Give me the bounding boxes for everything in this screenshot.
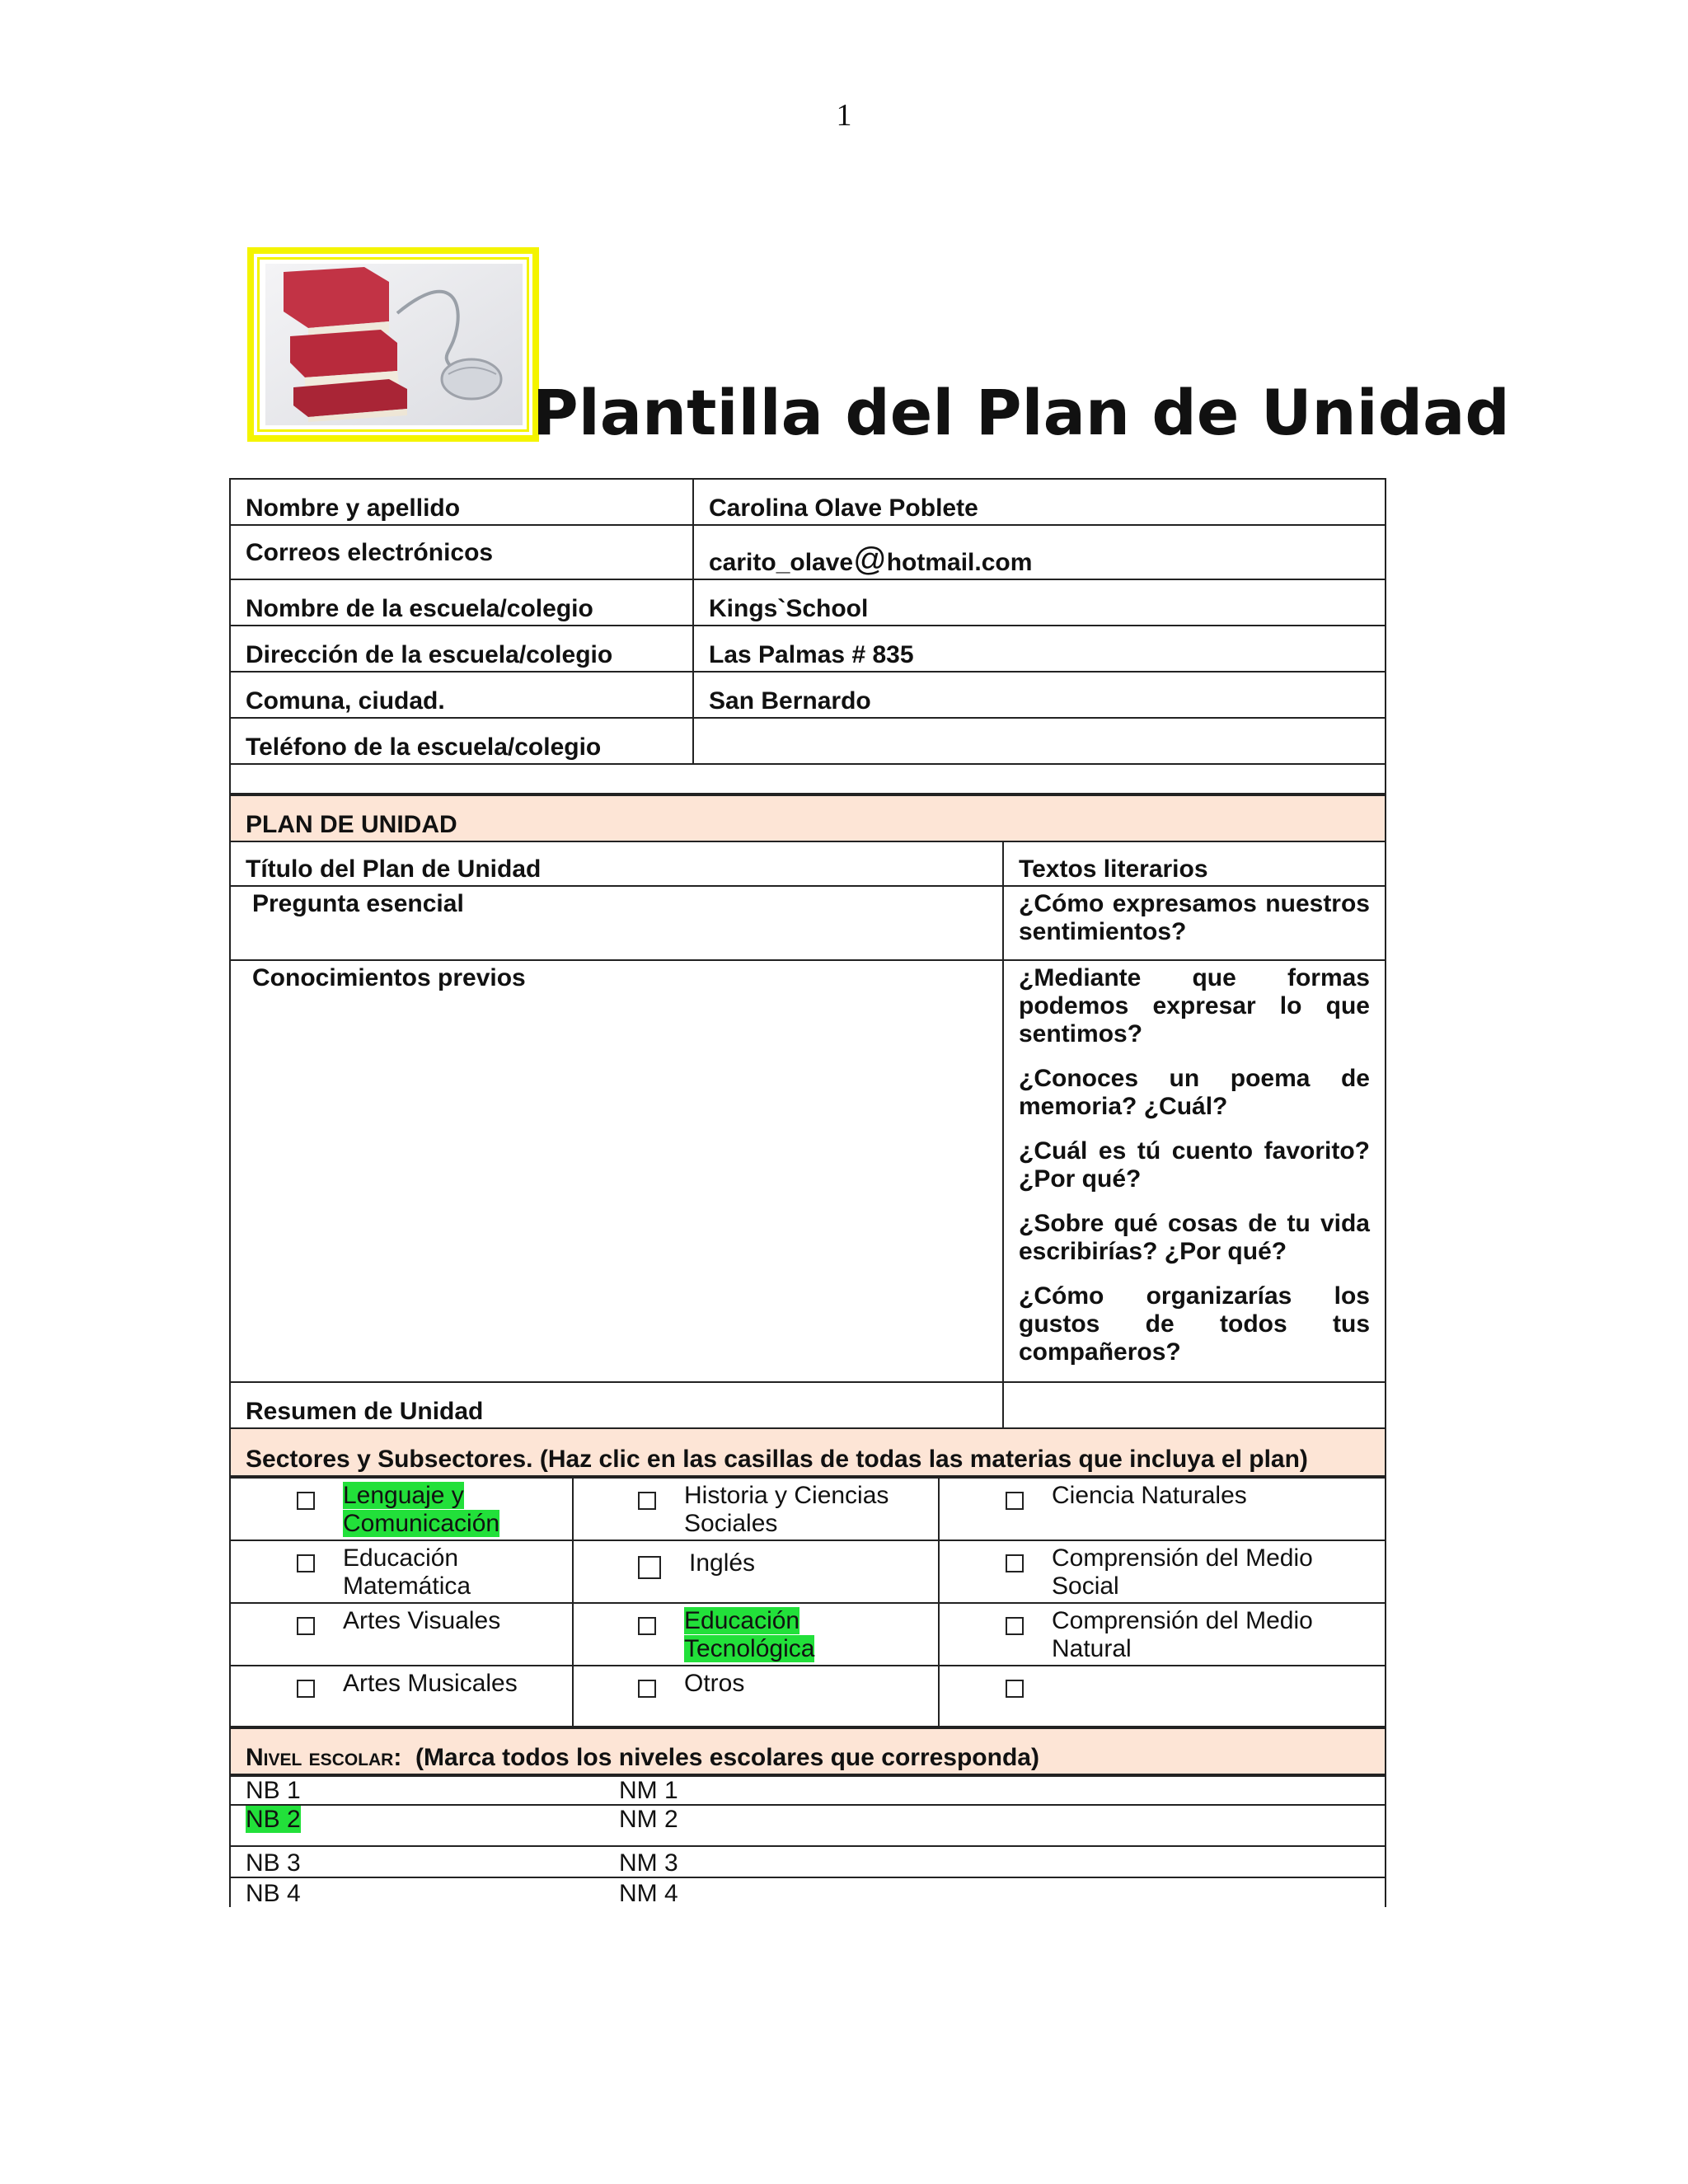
level-nm[interactable]: NM 3 <box>604 1846 1386 1877</box>
summary-value[interactable] <box>1003 1382 1386 1428</box>
email-domain: hotmail.com <box>886 549 1033 576</box>
prior-knowledge-questions <box>1003 960 1386 1382</box>
checkbox-icon[interactable] <box>297 1680 315 1698</box>
checkbox-icon[interactable] <box>1006 1554 1024 1572</box>
info-label: Dirección de la escuela/colegio <box>230 626 693 672</box>
checkbox-icon[interactable] <box>638 1680 656 1698</box>
info-label: Correos electrónicos <box>230 525 693 579</box>
info-row <box>230 479 1386 525</box>
checkbox-icon[interactable] <box>297 1617 315 1635</box>
level-row[interactable] <box>230 1805 1386 1846</box>
level-row[interactable] <box>230 1846 1386 1877</box>
subject-cell[interactable] <box>939 1478 1386 1540</box>
subjects-row <box>230 1540 1386 1603</box>
plan-header: PLAN DE UNIDAD <box>230 795 1386 841</box>
level-row[interactable] <box>230 1877 1386 1907</box>
level-nm[interactable]: NM 2 <box>604 1805 1386 1846</box>
subject-label: Artes Visuales <box>343 1607 501 1634</box>
checkbox-icon[interactable] <box>297 1554 315 1572</box>
info-value[interactable] <box>693 718 1386 764</box>
info-value: San Bernardo <box>693 672 1386 718</box>
plan-title-value: Textos literarios <box>1003 841 1386 886</box>
info-row <box>230 626 1386 672</box>
level-nb[interactable]: NB 3 <box>230 1846 604 1877</box>
info-row <box>230 672 1386 718</box>
checkbox-icon[interactable] <box>1006 1680 1024 1698</box>
document-title: Plantilla del Plan de Unidad <box>532 376 1510 449</box>
unit-plan-form <box>229 478 1386 1907</box>
subject-cell[interactable] <box>230 1603 573 1666</box>
level-nb[interactable]: NB 4 <box>230 1877 604 1907</box>
prior-question: ¿Sobre qué cosas de tu vida escribirías? ¿Por qué? <box>1019 1210 1370 1265</box>
level-nb-label: NB 2 <box>246 1806 301 1833</box>
essential-question-value: ¿Cómo expresamos nuestros sentimientos? <box>1003 886 1386 960</box>
prior-question: ¿Cuál es tú cuento favorito? ¿Por qué? <box>1019 1137 1370 1193</box>
info-label: Nombre de la escuela/colegio <box>230 579 693 626</box>
plan-row <box>230 841 1386 886</box>
subject-cell[interactable] <box>939 1666 1386 1727</box>
checkbox-icon[interactable] <box>297 1492 315 1510</box>
subjects-row <box>230 1478 1386 1540</box>
plan-row <box>230 886 1386 960</box>
subject-cell[interactable] <box>573 1478 939 1540</box>
info-label: Teléfono de la escuela/colegio <box>230 718 693 764</box>
subject-cell[interactable] <box>939 1603 1386 1666</box>
subject-label: Educación Matemática <box>343 1544 471 1600</box>
checkbox-icon[interactable] <box>638 1492 656 1510</box>
level-options <box>229 1775 1386 1907</box>
subject-label: Inglés <box>689 1549 756 1577</box>
email-at: @ <box>853 541 887 578</box>
spacer-row <box>230 764 1386 794</box>
info-table <box>229 478 1386 794</box>
level-table <box>229 1727 1386 1775</box>
subject-label: Historia y Ciencias Sociales <box>684 1482 889 1537</box>
page-number: 1 <box>836 98 852 133</box>
subject-cell[interactable] <box>573 1666 939 1727</box>
checkbox-icon[interactable] <box>1006 1492 1024 1510</box>
essential-question-label: Pregunta esencial <box>230 886 1003 960</box>
checkbox-icon[interactable] <box>638 1617 656 1635</box>
subjects-row <box>230 1666 1386 1727</box>
prior-question: ¿Mediante que formas podemos expresar lo que sentimos? <box>1019 964 1370 1047</box>
level-nb[interactable]: NB 1 <box>230 1776 604 1805</box>
email-user: carito_olave <box>709 549 854 576</box>
sectors-header-row <box>230 1428 1386 1476</box>
info-row <box>230 579 1386 626</box>
level-header-row <box>230 1728 1386 1774</box>
plan-title-label: Título del Plan de Unidad <box>230 841 1003 886</box>
info-label: Nombre y apellido <box>230 479 693 525</box>
info-row <box>230 525 1386 579</box>
info-row <box>230 718 1386 764</box>
plan-row <box>230 1382 1386 1428</box>
plan-table <box>229 794 1386 1477</box>
subject-label: Otros <box>684 1670 745 1697</box>
level-header-note: (Marca todos los niveles escolares que corresponda) <box>415 1744 1039 1771</box>
info-value: Carolina Olave Poblete <box>693 479 1386 525</box>
subject-label: Educación Tecnológica <box>684 1607 815 1662</box>
level-header: Nivel escolar: (Marca todos los niveles escolares que corresponda) <box>230 1728 1386 1774</box>
email-value <box>693 525 1386 579</box>
subject-label: Ciencia Naturales <box>1052 1482 1247 1509</box>
summary-label: Resumen de Unidad <box>230 1382 1003 1428</box>
level-nm[interactable]: NM 4 <box>604 1877 1386 1907</box>
spacer-cell <box>230 764 1386 794</box>
info-value: Las Palmas # 835 <box>693 626 1386 672</box>
plan-header-row <box>230 795 1386 841</box>
subjects-table <box>229 1477 1386 1727</box>
prior-knowledge-label: Conocimientos previos <box>230 960 1003 1382</box>
level-nm[interactable]: NM 1 <box>604 1776 1386 1805</box>
books-and-mouse-icon <box>247 247 539 442</box>
plan-row <box>230 960 1386 1382</box>
checkbox-icon[interactable] <box>1006 1617 1024 1635</box>
subject-label: Lenguaje y Comunicación <box>343 1482 500 1537</box>
level-nb[interactable] <box>230 1805 604 1846</box>
subject-cell[interactable] <box>230 1540 573 1603</box>
subject-cell[interactable] <box>230 1666 573 1727</box>
subject-label: Artes Musicales <box>343 1670 518 1697</box>
subject-label: Comprensión del Medio Natural <box>1052 1607 1313 1662</box>
info-label: Comuna, ciudad. <box>230 672 693 718</box>
subject-cell[interactable] <box>939 1540 1386 1603</box>
subject-cell[interactable] <box>573 1603 939 1666</box>
prior-question: ¿Cómo organizarías los gustos de todos tus compañeros? <box>1019 1282 1370 1366</box>
subject-cell[interactable] <box>230 1478 573 1540</box>
level-header-label: Nivel escolar <box>246 1744 394 1771</box>
subject-label: Comprensión del Medio Social <box>1052 1544 1313 1600</box>
sectors-header: Sectores y Subsectores. (Haz clic en las casillas de todas las materias que incluya el plan) <box>230 1428 1386 1476</box>
checkbox-icon[interactable] <box>638 1556 661 1579</box>
subjects-row <box>230 1603 1386 1666</box>
prior-question: ¿Conoces un poema de memoria? ¿Cuál? <box>1019 1065 1370 1120</box>
subject-cell[interactable] <box>573 1540 939 1603</box>
info-value: Kings`School <box>693 579 1386 626</box>
level-row[interactable] <box>230 1776 1386 1805</box>
